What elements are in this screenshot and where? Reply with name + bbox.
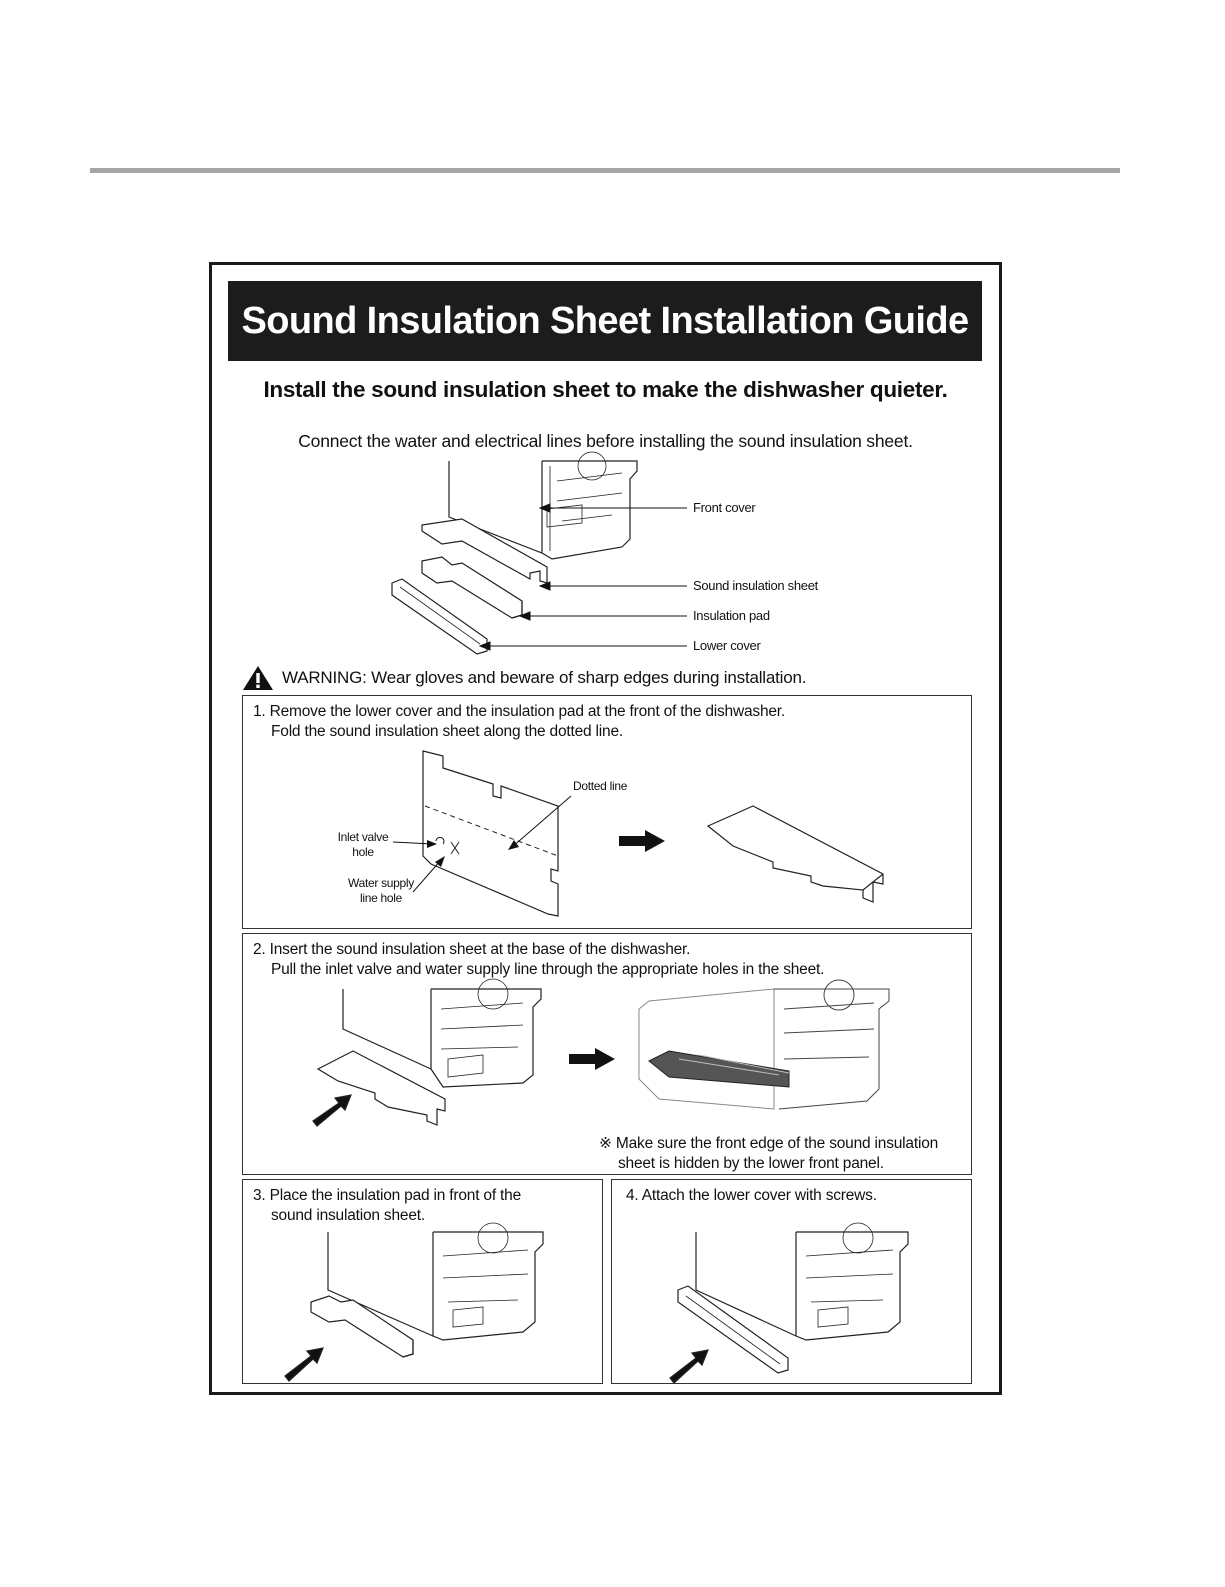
step-2-insert-diagram bbox=[313, 989, 553, 1139]
step-3-line-2: sound insulation sheet. bbox=[271, 1207, 425, 1224]
step-3-pad-diagram bbox=[283, 1232, 583, 1382]
installation-guide bbox=[209, 262, 1002, 1395]
step-2-installed-diagram bbox=[639, 989, 899, 1119]
warning bbox=[242, 665, 806, 691]
guide-intro: Connect the water and electrical lines before installing the sound insulation sheet. bbox=[298, 431, 913, 451]
label-sound-insulation-sheet: Sound insulation sheet bbox=[693, 578, 818, 593]
step-3-text bbox=[253, 1186, 521, 1226]
step-1 bbox=[242, 695, 972, 929]
step-3-line-1: 3. Place the insulation pad in front of the bbox=[253, 1187, 522, 1204]
step-2-line-2: Pull the inlet valve and water supply line through the appropriate holes in the sheet. bbox=[271, 961, 825, 978]
header-rule bbox=[90, 168, 1120, 173]
step-4-line-1: 4. Attach the lower cover with screws. bbox=[626, 1187, 877, 1204]
guide-title: Sound Insulation Sheet Installation Guide bbox=[228, 281, 982, 361]
label-front-cover: Front cover bbox=[693, 500, 756, 515]
step-4-text bbox=[626, 1186, 877, 1206]
step-1-line-1: 1. Remove the lower cover and the insulation pad at the front of the dishwasher. bbox=[253, 703, 785, 720]
step-1-text bbox=[253, 702, 785, 742]
callout-leaders bbox=[482, 495, 692, 655]
step-2 bbox=[242, 933, 972, 1175]
label-insulation-pad: Insulation pad bbox=[693, 608, 770, 623]
step-2-line-1: 2. Insert the sound insulation sheet at the base of the dishwasher. bbox=[253, 941, 691, 958]
step-2-note-line-2: sheet is hidden by the lower front panel. bbox=[618, 1155, 884, 1172]
step-2-arrow-icon bbox=[569, 1048, 615, 1070]
step-1-line-2: Fold the sound insulation sheet along the dotted line. bbox=[271, 723, 623, 740]
warning-text: WARNING: Wear gloves and beware of sharp edges during installation. bbox=[282, 668, 807, 687]
label-dotted-line: Dotted line bbox=[573, 779, 628, 793]
step-1-arrow-icon bbox=[619, 830, 665, 852]
step-2-note-line-1: ※ Make sure the front edge of the sound insulation bbox=[599, 1135, 939, 1152]
step-2-note bbox=[599, 1134, 938, 1174]
step-4 bbox=[611, 1179, 972, 1384]
label-water-supply-line-hole: Water supply line hole bbox=[348, 876, 414, 905]
label-lower-cover: Lower cover bbox=[693, 638, 761, 653]
step-4-cover-diagram bbox=[668, 1232, 968, 1382]
step-2-text bbox=[253, 940, 824, 980]
step-1-folded-sheet-diagram bbox=[703, 796, 893, 906]
step-3 bbox=[242, 1179, 603, 1384]
guide-subtitle: Install the sound insulation sheet to make the dishwasher quieter. bbox=[263, 377, 948, 402]
label-inlet-valve-hole: Inlet valve hole bbox=[337, 830, 389, 859]
warning-triangle-icon bbox=[242, 665, 274, 691]
